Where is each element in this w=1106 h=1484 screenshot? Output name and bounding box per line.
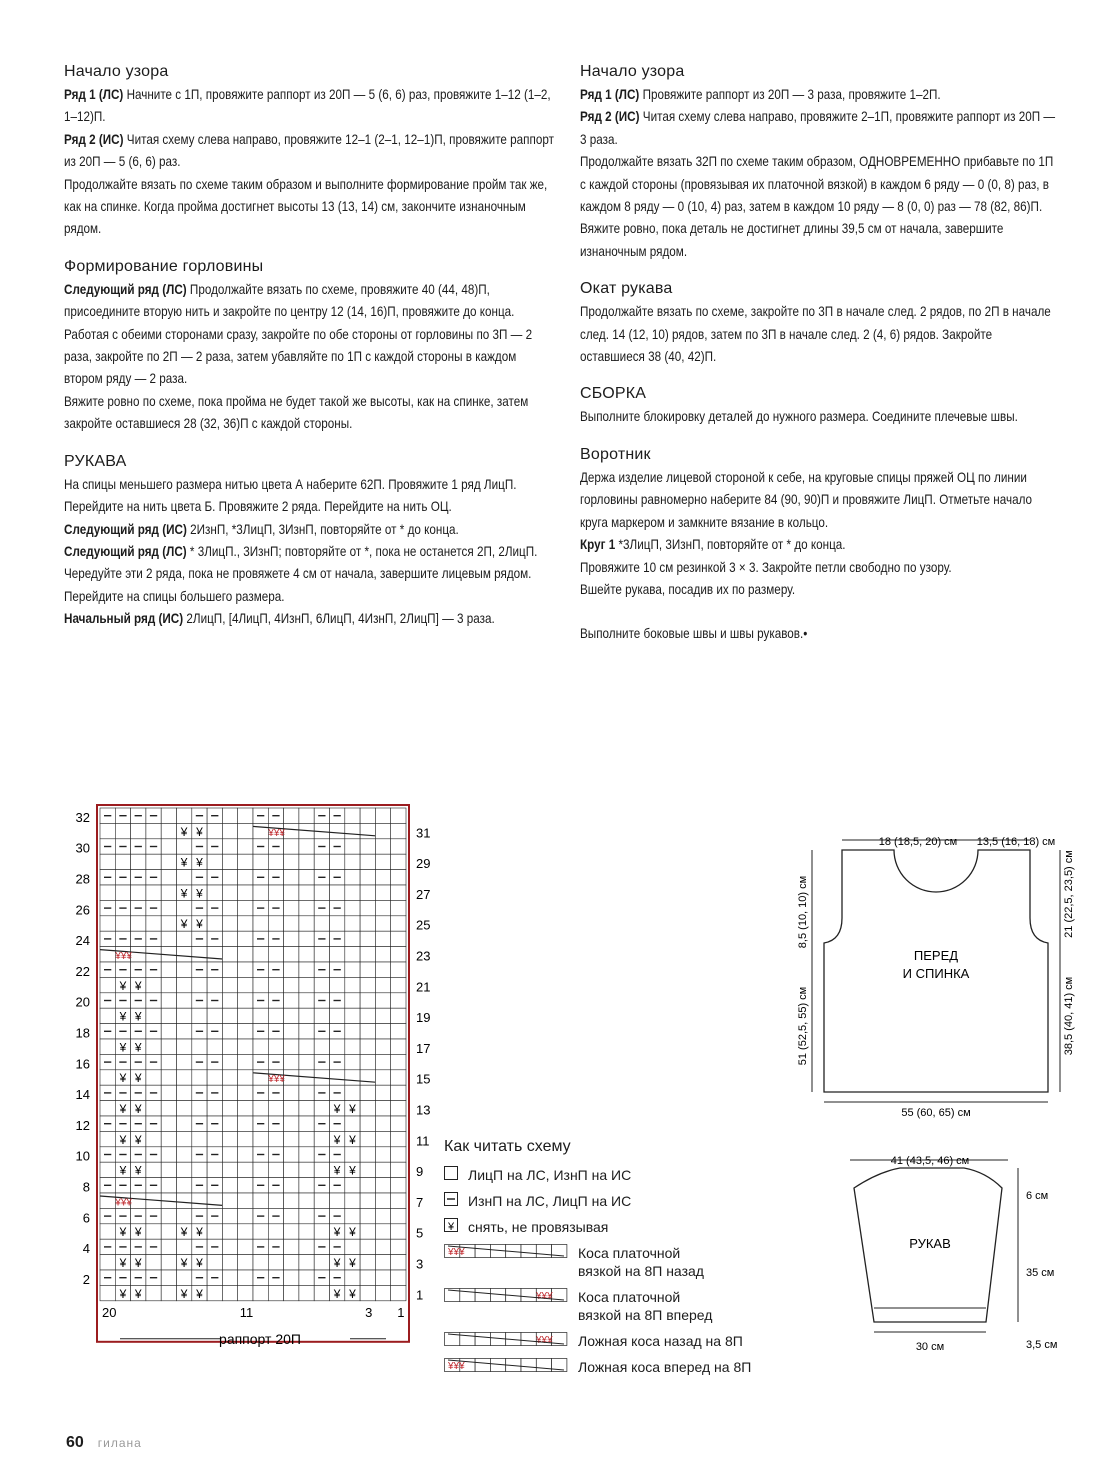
slip-mark: ¥ bbox=[196, 1256, 203, 1270]
dim-bottom: 55 (60, 65) см bbox=[901, 1107, 971, 1119]
row-label-left: 28 bbox=[75, 871, 90, 887]
magazine-brand: гилана bbox=[97, 1436, 142, 1450]
paragraph-text: Провяжите раппорт из 20П — 3 раза, провяжите 1–2П. bbox=[639, 87, 941, 102]
slip-mark: ¥ bbox=[119, 1071, 127, 1086]
paragraph bbox=[580, 151, 1059, 218]
column-label: 1 bbox=[397, 1304, 405, 1320]
slip-mark: ¥ bbox=[134, 1256, 142, 1270]
row-label-right: 21 bbox=[416, 979, 431, 995]
row-label-right: 11 bbox=[416, 1133, 430, 1149]
row-label-right: 5 bbox=[416, 1225, 424, 1241]
cable-back-icon bbox=[444, 1244, 568, 1258]
paragraph bbox=[580, 406, 1059, 428]
row-label: Ряд 2 (ИС) bbox=[580, 109, 640, 125]
slip-mark: ¥ bbox=[196, 855, 203, 870]
left-section bbox=[64, 452, 556, 631]
paragraph-text: * 3ЛицП., 3ИзнП; повторяйте от *, пока не останется 2П, 2ЛицП. bbox=[186, 543, 538, 559]
svg-text:¥: ¥ bbox=[447, 1221, 455, 1232]
row-label-right: 7 bbox=[416, 1194, 424, 1210]
section-heading: Воротник bbox=[580, 445, 651, 463]
cable-band-red: ¥¥¥ bbox=[268, 1074, 285, 1086]
legend-item bbox=[444, 1166, 804, 1184]
legend-item bbox=[444, 1288, 804, 1324]
paragraph-text: Читая схему слева направо, провяжите 12–1 (2–1, 12–1)П, провяжите раппорт из 20П — 5 (6, 6) раз. bbox=[64, 131, 554, 170]
row-label-right: 25 bbox=[416, 917, 431, 933]
legend-text: снять, не провязывая bbox=[468, 1219, 609, 1235]
legend-item bbox=[444, 1192, 804, 1210]
right-section bbox=[580, 445, 1060, 646]
slip-mark: ¥ bbox=[119, 1286, 127, 1301]
left-section bbox=[64, 62, 556, 241]
slip-mark: ¥ bbox=[196, 1225, 203, 1240]
slip-mark: ¥ bbox=[134, 1009, 142, 1024]
slip-mark: ¥ bbox=[333, 1286, 341, 1301]
paragraph bbox=[64, 391, 555, 436]
dim-left-total: 51 (52,5, 55) см bbox=[797, 986, 809, 1066]
section-heading: Начало узора bbox=[64, 63, 169, 80]
paragraph bbox=[64, 519, 555, 541]
slip-mark: ¥ bbox=[333, 1132, 341, 1147]
section-heading: Окат рукава bbox=[580, 280, 673, 298]
slip-mark: ¥ bbox=[119, 1102, 127, 1116]
paragraph-text: Выполните блокировку деталей до нужного размера. Соедините плечевые швы. bbox=[580, 409, 1018, 425]
paragraph bbox=[580, 84, 1059, 106]
paragraph-text: Продолжайте вязать 32П по схеме таким образом, ОДНОВРЕМЕННО прибавьте по 1П с каждой стороны (провязывая их платочной вязкой) в каждом 6 ряду — 0 (0, 8) раз, в каждом 8 ряду — 0 (10, 4) раз, затем в каждом 10 ряду — 8 (0, 0) раз — 78 (82, 86)П. bbox=[580, 154, 1054, 215]
slip-mark: ¥ bbox=[180, 1286, 188, 1301]
row-label: Ряд 2 (ИС) bbox=[64, 131, 124, 147]
row-label-left: 10 bbox=[75, 1148, 90, 1164]
row-label-left: 8 bbox=[82, 1179, 90, 1195]
section-heading: Начало узора bbox=[580, 63, 685, 80]
cable-band-red: ¥¥¥ bbox=[268, 827, 285, 839]
paragraph-text: Работая с обеими сторонами сразу, закройте по обе стороны от горловины по 3П — 2 раза, закройте по 2П — 2 раза, затем убавляйте по 1П с каждой стороны в каждом втором ряду — 2 раза. bbox=[64, 326, 533, 387]
dim-armhole: 8,5 (10, 10) см bbox=[797, 875, 809, 949]
legend-text: Ложная коса вперед на 8П bbox=[578, 1359, 752, 1375]
section-heading: Формирование горловины bbox=[64, 257, 264, 275]
right-section bbox=[580, 279, 1060, 368]
paragraph bbox=[64, 84, 555, 129]
legend-text: Ложная коса назад на 8П bbox=[578, 1333, 743, 1349]
dim-right-lower: 38,5 (40, 41) см bbox=[1063, 976, 1075, 1056]
paragraph-text: *3ЛицП, 3ИзнП, повторяйте от * до конца. bbox=[615, 537, 846, 553]
row-label-left: 12 bbox=[75, 1117, 90, 1133]
row-label-right: 27 bbox=[416, 886, 431, 902]
slip-mark: ¥ bbox=[333, 1225, 341, 1240]
left-section bbox=[64, 257, 556, 436]
slip-mark: ¥ bbox=[333, 1256, 341, 1270]
paragraph-text: Чередуйте эти 2 ряда, пока не провяжете 4 см от начала, завершите лицевым рядом. Перейдите на спицы большего размера. bbox=[64, 566, 532, 604]
paragraph bbox=[64, 129, 555, 174]
column-label: 3 bbox=[365, 1304, 373, 1320]
legend-text: Коса платочной вязкой на 8П назад bbox=[578, 1245, 704, 1279]
row-label-left: 16 bbox=[75, 1056, 90, 1072]
slip-mark: ¥ bbox=[134, 1132, 142, 1147]
slip-mark: ¥ bbox=[119, 1225, 127, 1240]
row-label-right: 13 bbox=[416, 1102, 431, 1118]
slip-mark: ¥ bbox=[196, 917, 203, 932]
body-label-1: ПЕРЕД bbox=[913, 948, 959, 963]
slip-icon bbox=[444, 1218, 458, 1232]
svg-text:¥¥¥: ¥¥¥ bbox=[448, 1361, 465, 1372]
paragraph bbox=[580, 623, 1059, 645]
paragraph-text: 2ЛицП, [4ЛицП, 4ИзнП, 6ЛицП, 4ИзнП, 2ЛицП] — 3 раза. bbox=[183, 611, 495, 627]
slip-mark: ¥ bbox=[134, 1102, 142, 1116]
row-label-left: 26 bbox=[75, 902, 90, 918]
paragraph bbox=[64, 324, 555, 391]
paragraph-text: Начните с 1П, провяжите раппорт из 20П — 5 (6, 6) раз, провяжите 1–12 (1–2, 1–12)П. bbox=[64, 87, 551, 125]
paragraph bbox=[580, 601, 1060, 623]
paragraph bbox=[64, 279, 555, 324]
legend-text: Коса платочной вязкой на 8П вперед bbox=[578, 1289, 713, 1323]
paragraph-text: Вяжите ровно по схеме, пока пройма не будет такой же высоты, как на спинке, затем закройте оставшиеся 28 (32, 36)П с каждой стороны. bbox=[64, 393, 529, 432]
paragraph-text: Провяжите 10 см резинкой 3 × 3. Закройте петли свободно по узору. bbox=[580, 559, 952, 575]
cable-band-red: ¥¥¥ bbox=[115, 951, 132, 962]
dim-neck: 18 (18,5, 20) см bbox=[878, 836, 958, 848]
cable-band-red: ¥¥¥ bbox=[115, 1197, 132, 1209]
paragraph bbox=[580, 467, 1059, 534]
slip-mark: ¥ bbox=[134, 1163, 142, 1178]
row-label-right: 15 bbox=[416, 1071, 431, 1087]
legend-item bbox=[444, 1244, 804, 1280]
page-number: 60 bbox=[66, 1434, 84, 1451]
false-back-icon bbox=[444, 1332, 568, 1346]
slip-mark: ¥ bbox=[119, 1163, 127, 1178]
slip-mark: ¥ bbox=[134, 1286, 142, 1301]
section-heading: РУКАВА bbox=[64, 452, 127, 470]
right-section bbox=[580, 62, 1060, 263]
paragraph-text: Продолжайте вязать по схеме, закройте по 3П в начале след. 2 рядов, по 2П в начале след. 14 (12, 10) рядов, затем по 3П в начале след. 2 (4, 6) рядов. Закройте оставшиеся 38 (40, 42)П. bbox=[580, 304, 1051, 365]
paragraph bbox=[64, 474, 555, 519]
column-label: 20 bbox=[102, 1304, 117, 1320]
slip-mark: ¥ bbox=[134, 978, 142, 993]
slip-mark: ¥ bbox=[349, 1102, 356, 1116]
slip-mark: ¥ bbox=[349, 1286, 356, 1301]
stitch-chart bbox=[60, 800, 440, 1350]
slip-mark: ¥ bbox=[349, 1163, 356, 1178]
slip-mark: ¥ bbox=[119, 1040, 127, 1055]
row-label-left: 4 bbox=[82, 1241, 90, 1257]
paragraph-text: Читая схему слева направо, провяжите 2–1П, провяжите раппорт из 20П — 3 раза. bbox=[580, 109, 1056, 147]
paragraph bbox=[580, 557, 1059, 579]
slip-mark: ¥ bbox=[349, 1256, 356, 1270]
paragraph-text: Держа изделие лицевой стороной к себе, на круговые спицы пряжей ОЦ по линии горловины равномерно наберите 84 (90, 90)П и провяжите ЛицП. Отметьте начало круга маркером и замкните вязание в кольцо. bbox=[580, 469, 1033, 530]
row-label-left: 6 bbox=[82, 1210, 90, 1226]
paragraph bbox=[64, 563, 555, 608]
legend-item bbox=[444, 1332, 804, 1350]
section-heading: СБОРКА bbox=[580, 385, 647, 403]
paragraph-text: На спицы меньшего размера нитью цвета А наберите 62П. Провяжите 1 ряд ЛицП. Перейдите на нить цвета Б. Провяжите 2 ряда. Перейдите на нить ОЦ. bbox=[64, 476, 517, 515]
svg-text:¥¥¥: ¥¥¥ bbox=[448, 1247, 465, 1258]
dim-sleeve-top: 41 (43,5, 46) см bbox=[890, 1155, 970, 1167]
paragraph-text: Вшейте рукава, посадив их по размеру. bbox=[580, 581, 796, 597]
row-label-left: 30 bbox=[75, 840, 90, 856]
dim-sleeve-cap: 6 см bbox=[1026, 1190, 1049, 1202]
row-label: Круг 1 bbox=[580, 537, 616, 553]
left-text-column bbox=[64, 62, 556, 647]
row-label: Следующий ряд (ИС) bbox=[64, 521, 187, 537]
row-label: Следующий ряд (ЛС) bbox=[64, 543, 187, 559]
row-label: Ряд 1 (ЛС) bbox=[580, 87, 640, 102]
row-label-left: 24 bbox=[75, 933, 90, 949]
right-text-column bbox=[580, 62, 1060, 662]
row-label-right: 9 bbox=[416, 1164, 424, 1180]
row-label-right: 1 bbox=[416, 1287, 424, 1303]
slip-mark: ¥ bbox=[180, 824, 188, 839]
slip-mark: ¥ bbox=[119, 978, 127, 993]
paragraph bbox=[580, 106, 1059, 151]
row-label-left: 32 bbox=[75, 809, 90, 825]
legend-title: Как читать схему bbox=[444, 1138, 571, 1155]
legend-item bbox=[444, 1358, 804, 1376]
size-schematic bbox=[790, 830, 1080, 1390]
slip-mark: ¥ bbox=[180, 855, 188, 870]
chart-legend bbox=[444, 1138, 804, 1384]
right-section bbox=[580, 384, 1060, 428]
dim-sleeve-bottom: 30 см bbox=[915, 1341, 945, 1353]
slip-mark: ¥ bbox=[119, 1009, 127, 1024]
row-label-left: 14 bbox=[75, 1087, 90, 1103]
slip-mark: ¥ bbox=[119, 1256, 127, 1270]
slip-mark: ¥ bbox=[196, 824, 203, 839]
row-label-left: 20 bbox=[75, 994, 90, 1010]
false-front-icon bbox=[444, 1358, 568, 1372]
dim-sleeve-length: 35 см bbox=[1026, 1267, 1055, 1279]
slip-mark: ¥ bbox=[180, 1256, 188, 1270]
slip-mark: ¥ bbox=[180, 917, 188, 932]
paragraph-text: 2ИзнП, *3ЛицП, 3ИзнП, повторяйте от * до конца. bbox=[186, 521, 459, 537]
paragraph-text: Продолжайте вязать по схеме, провяжите 40 (44, 48)П, присоедините вторую нить и закройте по центру 12 (14, 16)П, провяжите до конца. bbox=[64, 281, 515, 320]
row-label-left: 22 bbox=[75, 963, 90, 979]
dim-sleeve-cuff: 3,5 см bbox=[1026, 1339, 1058, 1351]
paragraph bbox=[64, 174, 555, 241]
paragraph-text: Вяжите ровно, пока деталь не достигнет длины 39,5 см от начала, завершите изнаночным рядом. bbox=[580, 221, 1004, 259]
paragraph-text: Продолжайте вязать по схеме таким образом и выполните формирование пройм так же, как на спинке. Когда пройма достигнет высоты 13 (13, 14) см, закончите изнаночным рядом. bbox=[64, 176, 548, 237]
svg-text:¥¥¥: ¥¥¥ bbox=[536, 1291, 553, 1302]
dim-shoulder: 13,5 (16, 18) см bbox=[976, 836, 1056, 848]
legend-text: ЛицП на ЛС, ИзнП на ИС bbox=[468, 1167, 632, 1183]
slip-mark: ¥ bbox=[333, 1102, 341, 1116]
dim-right-upper: 21 (22,5, 23,5) см bbox=[1063, 850, 1075, 938]
slip-mark: ¥ bbox=[134, 1225, 142, 1240]
slip-mark: ¥ bbox=[349, 1225, 356, 1240]
purl-icon bbox=[444, 1192, 458, 1206]
slip-mark: ¥ bbox=[196, 1286, 203, 1301]
legend-text: ИзнП на ЛС, ЛицП на ИС bbox=[468, 1193, 632, 1209]
svg-text:¥¥¥: ¥¥¥ bbox=[536, 1335, 553, 1346]
row-label-right: 3 bbox=[416, 1256, 424, 1272]
row-label-left: 2 bbox=[82, 1271, 90, 1287]
row-label-right: 29 bbox=[416, 856, 431, 872]
row-label: Ряд 1 (ЛС) bbox=[64, 87, 124, 102]
knit-icon bbox=[444, 1166, 458, 1180]
paragraph bbox=[580, 218, 1059, 263]
paragraph bbox=[64, 608, 555, 630]
body-label-2: И СПИНКА bbox=[902, 966, 970, 981]
sleeve-label: РУКАВ bbox=[909, 1236, 951, 1251]
slip-mark: ¥ bbox=[119, 1132, 127, 1147]
legend-item bbox=[444, 1218, 804, 1236]
slip-mark: ¥ bbox=[180, 1225, 188, 1240]
row-label: Следующий ряд (ЛС) bbox=[64, 281, 187, 297]
slip-mark: ¥ bbox=[180, 886, 188, 901]
page-footer bbox=[66, 1434, 142, 1452]
row-label: Начальный ряд (ИС) bbox=[64, 611, 184, 627]
paragraph bbox=[580, 579, 1059, 601]
paragraph bbox=[64, 541, 555, 563]
row-label-left: 18 bbox=[75, 1025, 90, 1041]
row-label-right: 19 bbox=[416, 1010, 431, 1026]
slip-mark: ¥ bbox=[134, 1071, 142, 1086]
paragraph-text: Выполните боковые швы и швы рукавов.• bbox=[580, 626, 808, 642]
column-label: 11 bbox=[239, 1304, 254, 1320]
row-label-right: 31 bbox=[416, 825, 431, 841]
paragraph bbox=[580, 534, 1059, 556]
cable-front-icon bbox=[444, 1288, 568, 1302]
slip-mark: ¥ bbox=[134, 1040, 142, 1055]
slip-mark: ¥ bbox=[349, 1132, 356, 1147]
slip-mark: ¥ bbox=[196, 886, 203, 901]
row-label-right: 17 bbox=[416, 1040, 431, 1056]
paragraph bbox=[580, 301, 1059, 368]
row-label-right: 23 bbox=[416, 948, 431, 964]
slip-mark: ¥ bbox=[333, 1163, 341, 1178]
repeat-label: раппорт 20П bbox=[219, 1330, 301, 1347]
